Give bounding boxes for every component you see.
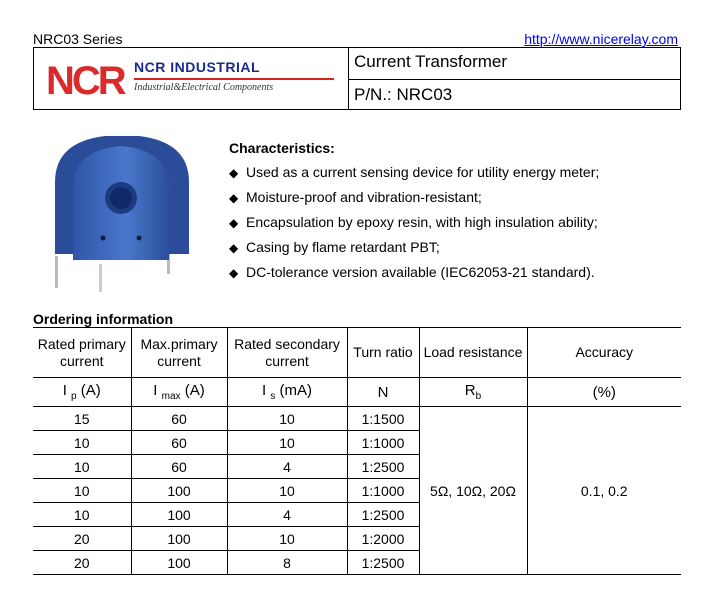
column-header: Load resistance	[419, 328, 527, 378]
title-divider-horizontal	[348, 79, 680, 80]
ordering-table	[33, 327, 681, 575]
company-logo	[46, 58, 336, 102]
table-cell: 20	[33, 551, 131, 575]
logo-tagline: Industrial&Electrical Components	[134, 82, 274, 93]
logo-underline	[134, 78, 334, 80]
table-cell: 100	[131, 551, 227, 575]
symbol-cell: I $_{max}$ (A)	[131, 378, 227, 407]
symbol-cell: I $_s$ (mA)	[227, 378, 347, 407]
table-cell: 10	[33, 479, 131, 503]
table-cell: 10	[227, 407, 347, 431]
characteristic-item: ◆ Used as a current sensing device for utility energy meter;	[229, 162, 599, 187]
product-name: Current Transformer	[354, 52, 508, 71]
part-number: P/N.: NRC03	[354, 85, 453, 104]
table-symbol-row	[33, 378, 681, 407]
product-photo	[47, 124, 197, 294]
table-cell: 10	[33, 431, 131, 455]
table-cell: 60	[131, 431, 227, 455]
table-cell: 10	[227, 479, 347, 503]
table-cell: 10	[33, 455, 131, 479]
column-header: Turn ratio	[347, 328, 419, 378]
table-cell: 10	[227, 527, 347, 551]
table-header-row	[33, 328, 681, 378]
diamond-bullet-icon: ◆	[229, 266, 239, 280]
table-cell: 10	[33, 503, 131, 527]
accuracy-cell: 0.1, 0.2	[527, 407, 681, 575]
series-label: NRC03 Series	[33, 31, 123, 47]
column-header: Rated secondary current	[227, 328, 347, 378]
website-link[interactable]: http://www.nicerelay.com	[524, 31, 678, 47]
characteristics-list	[229, 162, 599, 287]
table-cell: 4	[227, 503, 347, 527]
symbol-cell: I $_p$ (A)	[33, 378, 131, 407]
table-cell: 1:2500	[347, 551, 419, 575]
symbol-cell: (%)	[527, 378, 681, 407]
symbol-cell: $R_b$	[419, 378, 527, 407]
characteristic-item: ◆ Moisture-proof and vibration-resistant;	[229, 187, 599, 212]
table-cell: 60	[131, 455, 227, 479]
characteristic-item: ◆ DC-tolerance version available (IEC62053-21 standard).	[229, 262, 599, 287]
title-block	[33, 47, 681, 110]
load-resistance-cell: 5Ω, 10Ω, 20Ω	[419, 407, 527, 575]
characteristic-item: ◆ Casing by flame retardant PBT;	[229, 237, 599, 262]
column-header: Accuracy	[527, 328, 681, 378]
table-cell: 100	[131, 527, 227, 551]
diamond-bullet-icon: ◆	[229, 166, 239, 180]
diamond-bullet-icon: ◆	[229, 216, 239, 230]
table-cell: 4	[227, 455, 347, 479]
table-cell: 1:2500	[347, 503, 419, 527]
table-cell: 1:1000	[347, 479, 419, 503]
logo-company-name: NCR INDUSTRIAL	[134, 59, 260, 75]
ordering-title: Ordering information	[33, 311, 173, 327]
table-cell: 100	[131, 503, 227, 527]
characteristics-title: Characteristics:	[229, 140, 335, 156]
table-row	[33, 407, 681, 431]
symbol-cell: N	[347, 378, 419, 407]
table-cell: 20	[33, 527, 131, 551]
table-cell: 10	[227, 431, 347, 455]
table-cell: 60	[131, 407, 227, 431]
svg-text:NCR: NCR	[46, 59, 124, 98]
ncr-logo-mark	[46, 58, 130, 98]
table-cell: 1:1000	[347, 431, 419, 455]
table-cell: 1:2000	[347, 527, 419, 551]
table-cell: 100	[131, 479, 227, 503]
table-cell: 15	[73, 410, 90, 427]
column-header: Max.primary current	[131, 328, 227, 378]
diamond-bullet-icon: ◆	[229, 191, 239, 205]
table-cell: 8	[227, 551, 347, 575]
table-cell: 1:1500	[347, 407, 419, 431]
diamond-bullet-icon: ◆	[229, 241, 239, 255]
characteristic-item: ◆ Encapsulation by epoxy resin, with high insulation ability;	[229, 212, 599, 237]
column-header: Rated primary current	[33, 328, 131, 378]
table-cell: 1:2500	[347, 455, 419, 479]
